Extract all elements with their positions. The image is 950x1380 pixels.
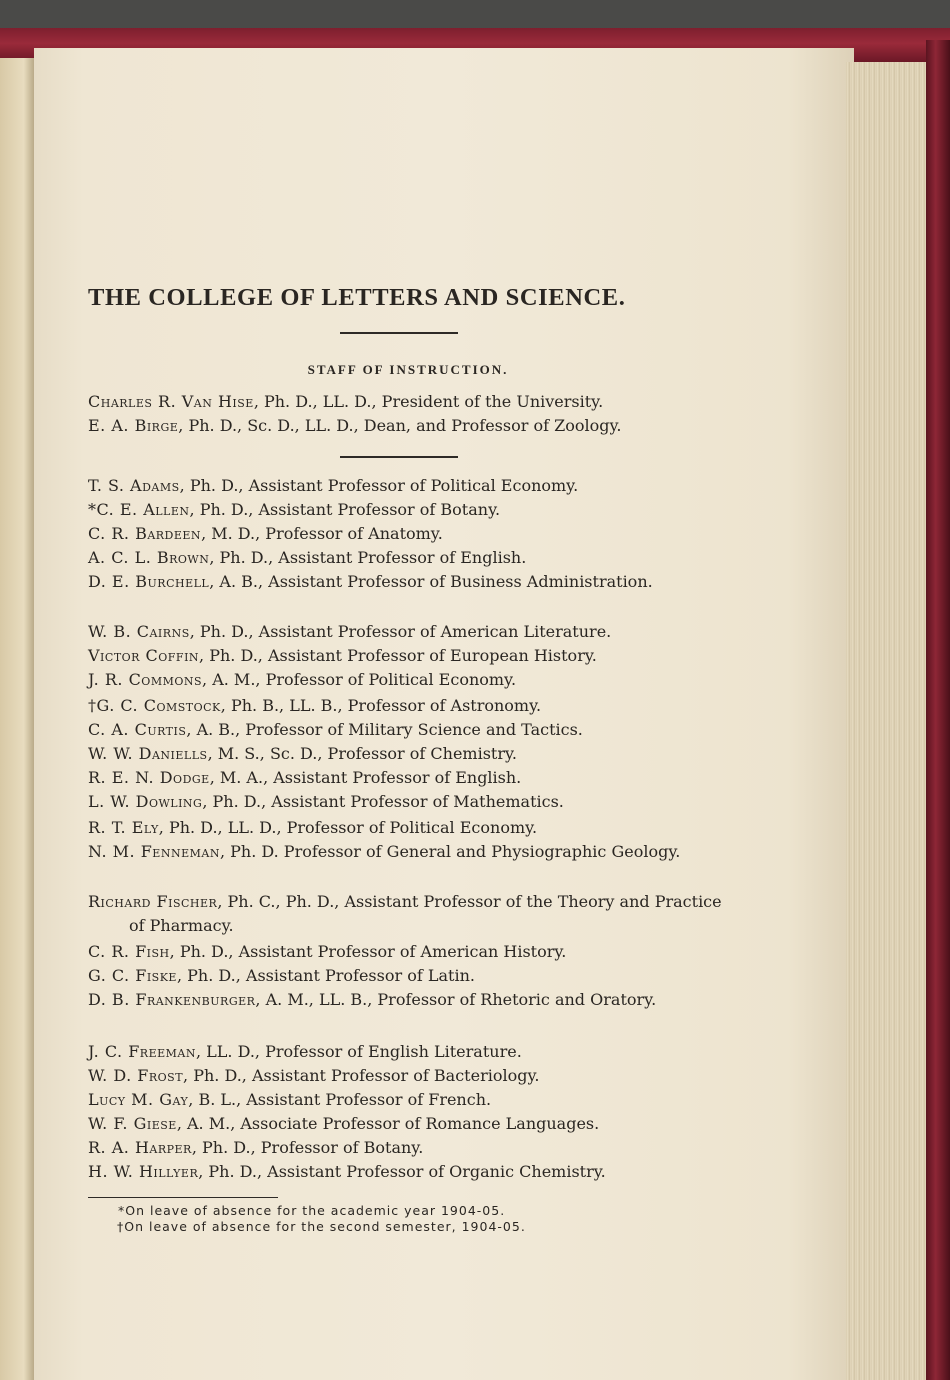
- staff-title: , Ph. D., Sc. D., LL. D., Dean, and Professor of Zoology.: [178, 416, 622, 435]
- staff-title: , Ph. D., Assistant Professor of English.: [209, 548, 527, 567]
- staff-title: , A. M., Professor of Political Economy.: [202, 670, 517, 689]
- staff-entry: [88, 1160, 728, 1184]
- staff-entry: [88, 840, 728, 864]
- staff-name: W. W. Daniells: [88, 744, 208, 763]
- staff-title: , Ph. B., LL. B., Professor of Astronomy.: [220, 696, 542, 715]
- staff-name: W. D. Frost: [88, 1066, 184, 1085]
- staff-title: , Ph. D., Assistant Professor of Bacteriology.: [183, 1066, 540, 1085]
- staff-entry: [88, 1088, 728, 1112]
- staff-title: , LL. D., Professor of English Literature.: [195, 1042, 522, 1061]
- staff-name: G. C. Fiske: [88, 966, 177, 985]
- staff-title: , A. B., Assistant Professor of Business Administration.: [209, 572, 653, 591]
- staff-entry: [88, 742, 728, 766]
- staff-entry: [88, 390, 728, 414]
- staff-name: W. B. Cairns: [88, 622, 190, 641]
- staff-name: D. B. Frankenburger: [88, 990, 256, 1009]
- staff-title: , Ph. D., Assistant Professor of Botany.: [189, 500, 501, 519]
- book-cover-right: [926, 40, 950, 1380]
- staff-title: , Ph. D. Professor of General and Physiographic Geology.: [219, 842, 681, 861]
- staff-entry: [88, 522, 728, 546]
- staff-entry: [88, 570, 728, 594]
- staff-title: , A. B., Professor of Military Science and Tactics.: [186, 720, 583, 739]
- staff-entry: [88, 988, 728, 1012]
- staff-name: Lucy M. Gay: [88, 1090, 189, 1109]
- staff-name: R. A. Harper: [88, 1138, 192, 1157]
- staff-name: L. W. Dowling: [88, 792, 203, 811]
- staff-name: Victor Coffin: [88, 646, 200, 665]
- footnote-rule: [88, 1197, 278, 1198]
- staff-name: T. S. Adams: [88, 476, 180, 495]
- staff-entry: [88, 766, 728, 790]
- staff-name: *C. E. Allen: [88, 500, 190, 519]
- staff-entry: [88, 474, 728, 498]
- staff-name: C. R. Bardeen: [88, 524, 202, 543]
- staff-title: , M. S., Sc. D., Professor of Chemistry.: [207, 744, 518, 763]
- staff-entry: [88, 790, 728, 814]
- staff-name: W. F. Giese: [88, 1114, 177, 1133]
- staff-title: , M. A., Assistant Professor of English.: [209, 768, 522, 787]
- section-subtitle: STAFF OF INSTRUCTION.: [307, 362, 509, 377]
- staff-name: Charles R. Van Hise: [88, 392, 254, 411]
- staff-entry: [88, 498, 728, 522]
- staff-name: R. E. N. Dodge: [88, 768, 210, 787]
- footnote-1: *On leave of absence for the academic year 1904-05.: [118, 1203, 506, 1218]
- staff-title: , Ph. D., LL. D., President of the University.: [253, 392, 604, 411]
- staff-entry: [88, 644, 728, 668]
- staff-entry: [88, 414, 728, 438]
- staff-title: , Ph. C., Ph. D., Assistant Professor of the Theory and Practice of Pharmacy.: [129, 892, 722, 935]
- staff-title: , M. D., Professor of Anatomy.: [201, 524, 443, 543]
- staff-entry: [88, 546, 728, 570]
- staff-name: H. W. Hillyer: [88, 1162, 199, 1181]
- staff-entry: [88, 668, 728, 692]
- page-edges: [846, 62, 926, 1380]
- staff-title: , Ph. D., Assistant Professor of Latin.: [176, 966, 475, 985]
- staff-entry: [88, 620, 728, 644]
- staff-name: R. T. Ely: [88, 818, 159, 837]
- staff-title: , Ph. D., Assistant Professor of American History.: [169, 942, 567, 961]
- staff-name: A. C. L. Brown: [88, 548, 210, 567]
- staff-name: C. R. Fish: [88, 942, 170, 961]
- staff-title: , A. M., Associate Professor of Romance Languages.: [176, 1114, 600, 1133]
- staff-title: , Ph. D., Professor of Botany.: [191, 1138, 424, 1157]
- staff-entry: [88, 1040, 728, 1064]
- staff-name: J. R. Commons: [88, 670, 203, 689]
- facing-page-edge: [0, 58, 34, 1380]
- title-rule: [340, 332, 458, 334]
- staff-entry: [88, 1064, 728, 1088]
- section-rule: [340, 456, 458, 458]
- staff-name: N. M. Fenneman: [88, 842, 220, 861]
- staff-title: , Ph. D., Assistant Professor of Political Economy.: [179, 476, 579, 495]
- staff-name: E. A. Birge: [88, 416, 179, 435]
- staff-entry: [88, 940, 728, 964]
- staff-name: C. A. Curtis: [88, 720, 187, 739]
- staff-name: D. E. Burchell: [88, 572, 210, 591]
- staff-entry: [88, 890, 728, 938]
- staff-entry: [88, 1112, 728, 1136]
- staff-name: J. C. Freeman: [88, 1042, 196, 1061]
- staff-entry: [88, 964, 728, 988]
- staff-title: , B. L., Assistant Professor of French.: [188, 1090, 492, 1109]
- page-title: THE COLLEGE OF LETTERS AND SCIENCE.: [88, 284, 626, 311]
- staff-entry: [88, 718, 728, 742]
- staff-name: †G. C. Comstock: [88, 696, 221, 715]
- staff-title: , A. M., LL. B., Professor of Rhetoric and Oratory.: [255, 990, 657, 1009]
- staff-title: , Ph. D., LL. D., Professor of Political Economy.: [158, 818, 538, 837]
- staff-entry: [88, 694, 728, 718]
- staff-entry: [88, 1136, 728, 1160]
- staff-title: , Ph. D., Assistant Professor of Organic Chemistry.: [198, 1162, 606, 1181]
- staff-name: Richard Fischer: [88, 892, 218, 911]
- footnote-2: †On leave of absence for the second semester, 1904-05.: [117, 1219, 526, 1234]
- staff-title: , Ph. D., Assistant Professor of American Literature.: [189, 622, 612, 641]
- staff-title: , Ph. D., Assistant Professor of European History.: [199, 646, 597, 665]
- staff-entry: [88, 816, 728, 840]
- staff-title: , Ph. D., Assistant Professor of Mathematics.: [202, 792, 564, 811]
